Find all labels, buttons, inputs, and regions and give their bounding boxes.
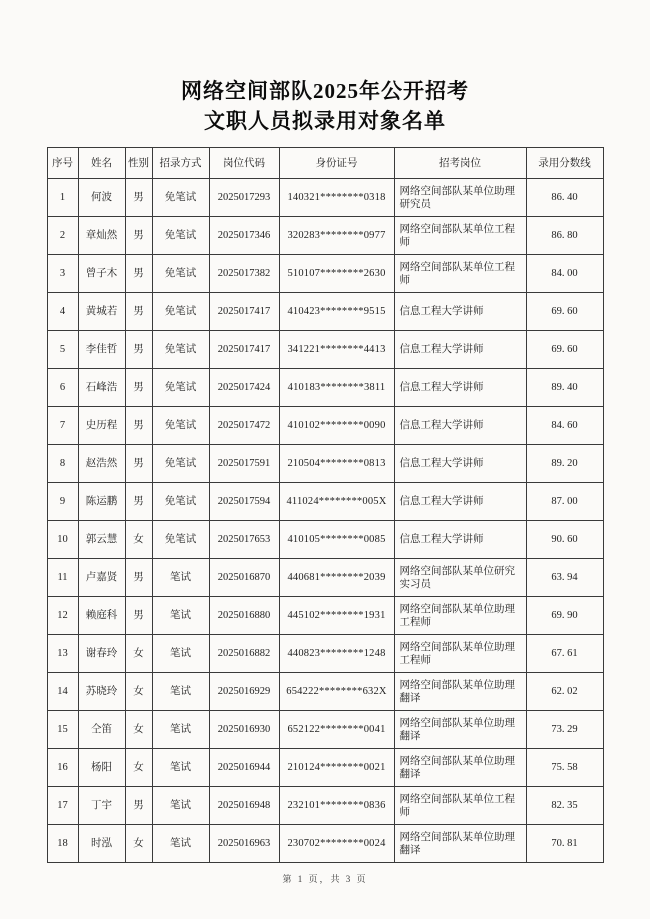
cell-id_number: 230702********0024 — [279, 825, 394, 863]
document-title-line1: 网络空间部队2025年公开招考 — [181, 79, 469, 103]
cell-gender: 男 — [125, 787, 152, 825]
cell-id_number: 654222********632X — [279, 673, 394, 711]
cell-index: 14 — [47, 673, 78, 711]
cell-name: 杨阳 — [78, 749, 125, 787]
cell-id_number: 410102********0090 — [279, 407, 394, 445]
cell-index: 8 — [47, 445, 78, 483]
table-row — [47, 635, 603, 673]
cell-method: 笔试 — [152, 749, 209, 787]
cell-gender: 女 — [125, 521, 152, 559]
column-header-method: 招录方式 — [152, 148, 209, 179]
cell-gender: 女 — [125, 825, 152, 863]
cell-score: 63. 94 — [526, 559, 603, 597]
cell-name: 陈运鹏 — [78, 483, 125, 521]
cell-name: 黄城若 — [78, 293, 125, 331]
cell-position_code: 2025017472 — [209, 407, 279, 445]
column-header-score: 录用分数线 — [526, 148, 603, 179]
cell-name: 赖庭科 — [78, 597, 125, 635]
cell-method: 免笔试 — [152, 293, 209, 331]
cell-score: 89. 40 — [526, 369, 603, 407]
table-body — [47, 179, 603, 863]
table-row — [47, 179, 603, 217]
cell-index: 1 — [47, 179, 78, 217]
cell-position: 网络空间部队某单位助理工程师 — [394, 597, 526, 635]
cell-method: 免笔试 — [152, 255, 209, 293]
table-row — [47, 749, 603, 787]
cell-position: 网络空间部队某单位助理翻译 — [394, 825, 526, 863]
page-number-footer: 第 1 页，共 3 页 — [282, 874, 368, 884]
table-row — [47, 255, 603, 293]
cell-index: 13 — [47, 635, 78, 673]
cell-id_number: 440681********2039 — [279, 559, 394, 597]
cell-position_code: 2025016944 — [209, 749, 279, 787]
cell-method: 免笔试 — [152, 445, 209, 483]
cell-gender: 男 — [125, 483, 152, 521]
cell-id_number: 320283********0977 — [279, 217, 394, 255]
cell-index: 10 — [47, 521, 78, 559]
cell-position_code: 2025017293 — [209, 179, 279, 217]
cell-index: 5 — [47, 331, 78, 369]
cell-index: 2 — [47, 217, 78, 255]
cell-name: 郭云慧 — [78, 521, 125, 559]
cell-position_code: 2025016930 — [209, 711, 279, 749]
cell-id_number: 232101********0836 — [279, 787, 394, 825]
table-row — [47, 673, 603, 711]
cell-method: 笔试 — [152, 635, 209, 673]
cell-name: 丁宇 — [78, 787, 125, 825]
cell-method: 免笔试 — [152, 179, 209, 217]
column-header-id_number: 身份证号 — [279, 148, 394, 179]
cell-position: 网络空间部队某单位助理翻译 — [394, 749, 526, 787]
table-row — [47, 597, 603, 635]
cell-position_code: 2025017417 — [209, 293, 279, 331]
cell-position: 信息工程大学讲师 — [394, 521, 526, 559]
cell-name: 谢春玲 — [78, 635, 125, 673]
cell-id_number: 510107********2630 — [279, 255, 394, 293]
cell-position: 信息工程大学讲师 — [394, 483, 526, 521]
cell-gender: 男 — [125, 407, 152, 445]
cell-name: 仝笛 — [78, 711, 125, 749]
cell-position_code: 2025016880 — [209, 597, 279, 635]
column-header-gender: 性别 — [125, 148, 152, 179]
cell-gender: 男 — [125, 179, 152, 217]
cell-score: 73. 29 — [526, 711, 603, 749]
table-row — [47, 559, 603, 597]
cell-index: 7 — [47, 407, 78, 445]
cell-position: 网络空间部队某单位助理研究员 — [394, 179, 526, 217]
cell-name: 章灿然 — [78, 217, 125, 255]
cell-method: 免笔试 — [152, 407, 209, 445]
cell-position_code: 2025017424 — [209, 369, 279, 407]
cell-method: 笔试 — [152, 825, 209, 863]
cell-position_code: 2025016963 — [209, 825, 279, 863]
document-title-line2: 文职人员拟录用对象名单 — [204, 109, 446, 133]
cell-id_number: 652122********0041 — [279, 711, 394, 749]
cell-gender: 女 — [125, 711, 152, 749]
cell-name: 赵浩然 — [78, 445, 125, 483]
cell-id_number: 410183********3811 — [279, 369, 394, 407]
cell-position: 信息工程大学讲师 — [394, 369, 526, 407]
column-header-name: 姓名 — [78, 148, 125, 179]
cell-score: 89. 20 — [526, 445, 603, 483]
cell-id_number: 410105********0085 — [279, 521, 394, 559]
cell-gender: 女 — [125, 635, 152, 673]
cell-name: 史历程 — [78, 407, 125, 445]
cell-gender: 男 — [125, 255, 152, 293]
cell-name: 曾子木 — [78, 255, 125, 293]
cell-name: 卢嘉贤 — [78, 559, 125, 597]
cell-method: 笔试 — [152, 673, 209, 711]
cell-position_code: 2025017653 — [209, 521, 279, 559]
cell-name: 时泓 — [78, 825, 125, 863]
cell-score: 90. 60 — [526, 521, 603, 559]
cell-index: 9 — [47, 483, 78, 521]
cell-score: 69. 60 — [526, 331, 603, 369]
cell-score: 84. 00 — [526, 255, 603, 293]
cell-id_number: 445102********1931 — [279, 597, 394, 635]
cell-score: 67. 61 — [526, 635, 603, 673]
table-row — [47, 445, 603, 483]
cell-id_number: 140321********0318 — [279, 179, 394, 217]
cell-id_number: 411024********005X — [279, 483, 394, 521]
cell-index: 6 — [47, 369, 78, 407]
roster-table — [47, 147, 604, 863]
cell-gender: 男 — [125, 597, 152, 635]
cell-position: 网络空间部队某单位助理工程师 — [394, 635, 526, 673]
cell-position: 网络空间部队某单位助理翻译 — [394, 711, 526, 749]
table-row — [47, 293, 603, 331]
cell-position_code: 2025016929 — [209, 673, 279, 711]
table-row — [47, 787, 603, 825]
cell-name: 何波 — [78, 179, 125, 217]
cell-position: 信息工程大学讲师 — [394, 407, 526, 445]
cell-score: 82. 35 — [526, 787, 603, 825]
table-row — [47, 331, 603, 369]
cell-gender: 男 — [125, 331, 152, 369]
cell-id_number: 210504********0813 — [279, 445, 394, 483]
table-row — [47, 369, 603, 407]
cell-position_code: 2025017594 — [209, 483, 279, 521]
header-row — [47, 148, 603, 179]
cell-gender: 男 — [125, 217, 152, 255]
cell-id_number: 341221********4413 — [279, 331, 394, 369]
cell-index: 3 — [47, 255, 78, 293]
cell-method: 笔试 — [152, 597, 209, 635]
cell-method: 免笔试 — [152, 369, 209, 407]
table-row — [47, 521, 603, 559]
cell-id_number: 440823********1248 — [279, 635, 394, 673]
cell-position: 信息工程大学讲师 — [394, 293, 526, 331]
cell-index: 17 — [47, 787, 78, 825]
table-row — [47, 711, 603, 749]
cell-index: 12 — [47, 597, 78, 635]
cell-id_number: 410423********9515 — [279, 293, 394, 331]
cell-position_code: 2025017417 — [209, 331, 279, 369]
cell-gender: 男 — [125, 293, 152, 331]
cell-index: 18 — [47, 825, 78, 863]
cell-score: 86. 40 — [526, 179, 603, 217]
cell-position: 网络空间部队某单位工程师 — [394, 787, 526, 825]
cell-index: 15 — [47, 711, 78, 749]
cell-position: 信息工程大学讲师 — [394, 331, 526, 369]
cell-index: 16 — [47, 749, 78, 787]
column-header-position_code: 岗位代码 — [209, 148, 279, 179]
document-title — [0, 0, 650, 136]
cell-position_code: 2025017346 — [209, 217, 279, 255]
cell-position: 网络空间部队某单位工程师 — [394, 217, 526, 255]
cell-id_number: 210124********0021 — [279, 749, 394, 787]
cell-score: 70. 81 — [526, 825, 603, 863]
cell-position_code: 2025017382 — [209, 255, 279, 293]
column-header-index: 序号 — [47, 148, 78, 179]
cell-index: 4 — [47, 293, 78, 331]
column-header-position: 招考岗位 — [394, 148, 526, 179]
cell-gender: 男 — [125, 445, 152, 483]
cell-score: 69. 90 — [526, 597, 603, 635]
cell-position: 网络空间部队某单位工程师 — [394, 255, 526, 293]
cell-gender: 女 — [125, 749, 152, 787]
cell-method: 免笔试 — [152, 483, 209, 521]
cell-gender: 男 — [125, 559, 152, 597]
cell-position: 信息工程大学讲师 — [394, 445, 526, 483]
cell-position: 网络空间部队某单位助理翻译 — [394, 673, 526, 711]
cell-position_code: 2025016948 — [209, 787, 279, 825]
table-row — [47, 825, 603, 863]
cell-name: 苏晓玲 — [78, 673, 125, 711]
table-row — [47, 407, 603, 445]
cell-score: 75. 58 — [526, 749, 603, 787]
cell-method: 免笔试 — [152, 331, 209, 369]
cell-gender: 女 — [125, 673, 152, 711]
cell-score: 62. 02 — [526, 673, 603, 711]
cell-position: 网络空间部队某单位研究实习员 — [394, 559, 526, 597]
cell-name: 李佳哲 — [78, 331, 125, 369]
cell-method: 免笔试 — [152, 521, 209, 559]
cell-method: 免笔试 — [152, 217, 209, 255]
cell-score: 84. 60 — [526, 407, 603, 445]
table-row — [47, 483, 603, 521]
cell-method: 笔试 — [152, 787, 209, 825]
cell-score: 69. 60 — [526, 293, 603, 331]
cell-gender: 男 — [125, 369, 152, 407]
cell-name: 石峰浩 — [78, 369, 125, 407]
cell-method: 笔试 — [152, 711, 209, 749]
cell-score: 87. 00 — [526, 483, 603, 521]
cell-position_code: 2025016882 — [209, 635, 279, 673]
cell-position_code: 2025016870 — [209, 559, 279, 597]
table-row — [47, 217, 603, 255]
cell-method: 笔试 — [152, 559, 209, 597]
cell-position_code: 2025017591 — [209, 445, 279, 483]
cell-index: 11 — [47, 559, 78, 597]
cell-score: 86. 80 — [526, 217, 603, 255]
